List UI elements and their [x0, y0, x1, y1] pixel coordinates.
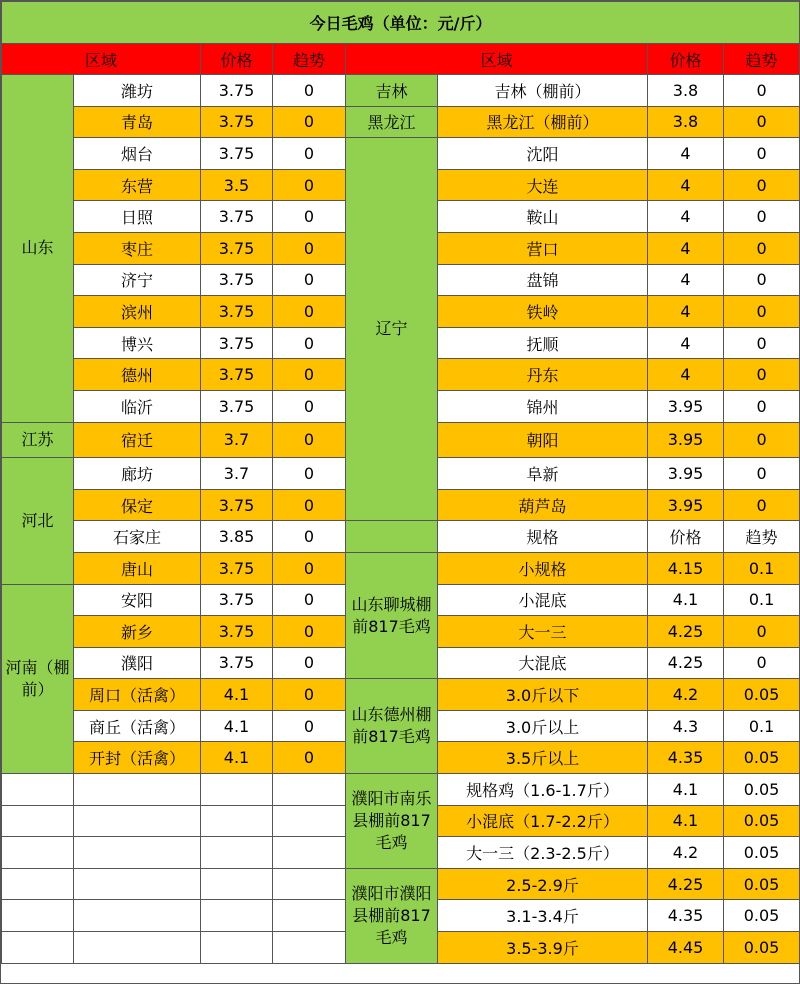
spec-cell: 规格鸡（1.6-1.7斤）: [438, 774, 648, 806]
spec-cell: 3.5斤以上: [438, 742, 648, 774]
spec-header-price: 价格: [648, 521, 724, 553]
trend-cell: 0: [724, 75, 800, 107]
empty-cell: [74, 837, 201, 869]
spec-cell: 3.1-3.4斤: [438, 900, 648, 932]
city-cell: 滨州: [74, 296, 201, 328]
spec-cell: 小规格: [438, 552, 648, 584]
spec-group-cell: 濮阳市南乐县棚前817毛鸡: [346, 774, 438, 869]
price-cell: 3.75: [201, 616, 273, 648]
spec-cell: 3.0斤以下: [438, 679, 648, 711]
price-cell: 3.75: [201, 552, 273, 584]
trend-cell: 0: [724, 422, 800, 458]
empty-cell: [201, 837, 273, 869]
price-cell: 3.75: [201, 232, 273, 264]
price-cell: 4.1: [648, 774, 724, 806]
trend-cell: 0.1: [724, 584, 800, 616]
city-cell: 丹东: [438, 359, 648, 391]
table-row: [2, 868, 800, 900]
empty-cell: [2, 805, 74, 837]
empty-cell: [201, 900, 273, 932]
empty-cell: [74, 932, 201, 964]
trend-cell: 0: [273, 390, 346, 422]
trend-cell: 0: [273, 679, 346, 711]
empty-cell: [201, 868, 273, 900]
price-cell: 3.7: [201, 458, 273, 490]
price-cell: 3.8: [648, 106, 724, 138]
empty-cell: [2, 932, 74, 964]
table-row: [2, 679, 800, 711]
table-row: [2, 75, 800, 107]
price-cell: 3.5: [201, 169, 273, 201]
trend-cell: 0.05: [724, 805, 800, 837]
price-cell: 3.95: [648, 390, 724, 422]
price-cell: 3.8: [648, 75, 724, 107]
price-cell: 3.75: [201, 584, 273, 616]
empty-cell: [273, 900, 346, 932]
empty-cell: [74, 805, 201, 837]
spec-cell: 小混底: [438, 584, 648, 616]
empty-cell: [201, 774, 273, 806]
empty-cell: [74, 774, 201, 806]
trend-cell: 0: [273, 616, 346, 648]
price-cell: 3.75: [201, 647, 273, 679]
spec-cell: 3.5-3.9斤: [438, 932, 648, 964]
city-cell: 宿迁: [74, 422, 201, 458]
city-cell: 青岛: [74, 106, 201, 138]
price-cell: 4.1: [201, 679, 273, 711]
trend-cell: 0.05: [724, 900, 800, 932]
city-cell: 东营: [74, 169, 201, 201]
trend-cell: 0: [724, 458, 800, 490]
price-cell: 3.75: [201, 390, 273, 422]
trend-cell: 0: [273, 742, 346, 774]
empty-cell: [273, 932, 346, 964]
header-row: [2, 44, 800, 75]
trend-cell: 0: [724, 327, 800, 359]
price-cell: 4: [648, 169, 724, 201]
city-cell: 铁岭: [438, 296, 648, 328]
city-cell: 日照: [74, 201, 201, 233]
trend-cell: 0: [273, 138, 346, 170]
trend-cell: 0: [724, 138, 800, 170]
city-cell: 临沂: [74, 390, 201, 422]
city-cell: 葫芦岛: [438, 489, 648, 521]
spec-cell: 大混底: [438, 647, 648, 679]
price-cell: 4.15: [648, 552, 724, 584]
trend-cell: 0.1: [724, 552, 800, 584]
spec-group-cell: 山东德州棚前817毛鸡: [346, 679, 438, 774]
price-cell: 3.75: [201, 106, 273, 138]
city-cell: 博兴: [74, 327, 201, 359]
header-price-left: 价格: [201, 44, 273, 75]
price-cell: 4.25: [648, 868, 724, 900]
trend-cell: 0: [724, 390, 800, 422]
trend-cell: 0: [724, 616, 800, 648]
price-cell: 4.1: [201, 742, 273, 774]
trend-cell: 0: [273, 359, 346, 391]
page-title: 今日毛鸡（单位：元/斤）: [2, 2, 800, 44]
spec-cell: 大一三: [438, 616, 648, 648]
price-cell: 3.7: [201, 422, 273, 458]
trend-cell: 0.05: [724, 774, 800, 806]
city-cell: 安阳: [74, 584, 201, 616]
region-cell: 山东: [2, 75, 74, 423]
price-cell: 3.95: [648, 422, 724, 458]
empty-cell: [2, 837, 74, 869]
city-cell: 保定: [74, 489, 201, 521]
table-row: [2, 552, 800, 584]
header-region-left: 区域: [2, 44, 201, 75]
city-cell: 黑龙江（棚前）: [438, 106, 648, 138]
trend-cell: 0: [724, 232, 800, 264]
city-cell: 鞍山: [438, 201, 648, 233]
region-cell: 河北: [2, 458, 74, 584]
city-cell: 锦州: [438, 390, 648, 422]
trend-cell: 0: [273, 75, 346, 107]
city-cell: 朝阳: [438, 422, 648, 458]
city-cell: 营口: [438, 232, 648, 264]
empty-cell: [2, 868, 74, 900]
price-table: [1, 1, 800, 964]
city-cell: 唐山: [74, 552, 201, 584]
city-cell: 盘锦: [438, 264, 648, 296]
trend-cell: 0: [273, 296, 346, 328]
price-cell: 4.35: [648, 742, 724, 774]
city-cell: 石家庄: [74, 521, 201, 553]
city-cell: 濮阳: [74, 647, 201, 679]
spec-header-trend: 趋势: [724, 521, 800, 553]
region-cell: 吉林: [346, 75, 438, 107]
table-row: [2, 774, 800, 806]
trend-cell: 0: [273, 521, 346, 553]
trend-cell: 0: [273, 106, 346, 138]
price-cell: 4.25: [648, 616, 724, 648]
price-cell: 4: [648, 232, 724, 264]
trend-cell: 0: [724, 106, 800, 138]
header-price-right: 价格: [648, 44, 724, 75]
price-cell: 4.3: [648, 710, 724, 742]
trend-cell: 0.05: [724, 932, 800, 964]
city-cell: 大连: [438, 169, 648, 201]
city-cell: 周口（活禽）: [74, 679, 201, 711]
trend-cell: 0: [724, 489, 800, 521]
trend-cell: 0.05: [724, 742, 800, 774]
spec-cell: 大一三（2.3-2.5斤）: [438, 837, 648, 869]
trend-cell: 0: [724, 647, 800, 679]
price-cell: 3.95: [648, 489, 724, 521]
city-cell: 烟台: [74, 138, 201, 170]
city-cell: 潍坊: [74, 75, 201, 107]
city-cell: 新乡: [74, 616, 201, 648]
price-cell: 4: [648, 359, 724, 391]
trend-cell: 0: [724, 201, 800, 233]
trend-cell: 0.05: [724, 837, 800, 869]
price-cell: 4.35: [648, 900, 724, 932]
trend-cell: 0: [273, 232, 346, 264]
spec-cell: 3.0斤以上: [438, 710, 648, 742]
price-cell: 4.1: [648, 584, 724, 616]
price-cell: 3.75: [201, 359, 273, 391]
price-cell: 3.85: [201, 521, 273, 553]
empty-cell: [2, 900, 74, 932]
spec-group-cell: 濮阳市濮阳县棚前817毛鸡: [346, 868, 438, 963]
city-cell: 开封（活禽）: [74, 742, 201, 774]
spec-header-spec: 规格: [438, 521, 648, 553]
price-cell: 3.75: [201, 264, 273, 296]
trend-cell: 0: [273, 489, 346, 521]
trend-cell: 0.05: [724, 868, 800, 900]
empty-cell: [2, 774, 74, 806]
city-cell: 沈阳: [438, 138, 648, 170]
price-cell: 4: [648, 296, 724, 328]
trend-cell: 0: [273, 458, 346, 490]
header-region-right: 区域: [346, 44, 648, 75]
trend-cell: 0: [724, 169, 800, 201]
price-cell: 4.2: [648, 837, 724, 869]
price-cell: 3.75: [201, 489, 273, 521]
price-cell: 4.45: [648, 932, 724, 964]
trend-cell: 0: [273, 584, 346, 616]
empty-cell: [273, 805, 346, 837]
trend-cell: 0: [273, 201, 346, 233]
city-cell: 枣庄: [74, 232, 201, 264]
price-cell: 4: [648, 327, 724, 359]
trend-cell: 0: [724, 296, 800, 328]
price-cell: 4: [648, 138, 724, 170]
price-cell: 3.75: [201, 201, 273, 233]
trend-cell: 0: [273, 422, 346, 458]
spec-cell: 2.5-2.9斤: [438, 868, 648, 900]
trend-cell: 0: [273, 710, 346, 742]
trend-cell: 0.1: [724, 710, 800, 742]
trend-cell: 0: [273, 647, 346, 679]
city-cell: 商丘（活禽）: [74, 710, 201, 742]
city-cell: 吉林（棚前）: [438, 75, 648, 107]
trend-cell: 0: [273, 264, 346, 296]
trend-cell: 0: [273, 169, 346, 201]
table-row: [2, 521, 800, 553]
city-cell: 抚顺: [438, 327, 648, 359]
region-cell: 江苏: [2, 422, 74, 458]
trend-cell: 0: [724, 264, 800, 296]
trend-cell: 0: [273, 552, 346, 584]
trend-cell: 0: [273, 327, 346, 359]
spec-group-cell: 山东聊城棚前817毛鸡: [346, 552, 438, 678]
header-trend-left: 趋势: [273, 44, 346, 75]
empty-cell: [273, 868, 346, 900]
price-cell: 4.25: [648, 647, 724, 679]
price-cell: 4: [648, 201, 724, 233]
price-cell: 4.2: [648, 679, 724, 711]
spec-header-region: [346, 521, 438, 553]
table-row: [2, 138, 800, 170]
empty-cell: [74, 868, 201, 900]
price-cell: 3.75: [201, 75, 273, 107]
trend-cell: 0: [724, 359, 800, 391]
region-cell: 黑龙江: [346, 106, 438, 138]
price-cell: 3.75: [201, 296, 273, 328]
table-row: [2, 106, 800, 138]
price-cell: 3.95: [648, 458, 724, 490]
city-cell: 廊坊: [74, 458, 201, 490]
price-cell: 4.1: [648, 805, 724, 837]
price-cell: 4: [648, 264, 724, 296]
price-cell: 3.75: [201, 138, 273, 170]
price-cell: 4.1: [201, 710, 273, 742]
empty-cell: [273, 837, 346, 869]
spec-cell: 小混底（1.7-2.2斤）: [438, 805, 648, 837]
empty-cell: [273, 774, 346, 806]
city-cell: 济宁: [74, 264, 201, 296]
trend-cell: 0.05: [724, 679, 800, 711]
city-cell: 阜新: [438, 458, 648, 490]
region-cell: 河南（棚前）: [2, 584, 74, 774]
city-cell: 德州: [74, 359, 201, 391]
empty-cell: [201, 805, 273, 837]
header-trend-right: 趋势: [724, 44, 800, 75]
price-cell: 3.75: [201, 327, 273, 359]
region-cell: 辽宁: [346, 138, 438, 521]
empty-cell: [201, 932, 273, 964]
empty-cell: [74, 900, 201, 932]
